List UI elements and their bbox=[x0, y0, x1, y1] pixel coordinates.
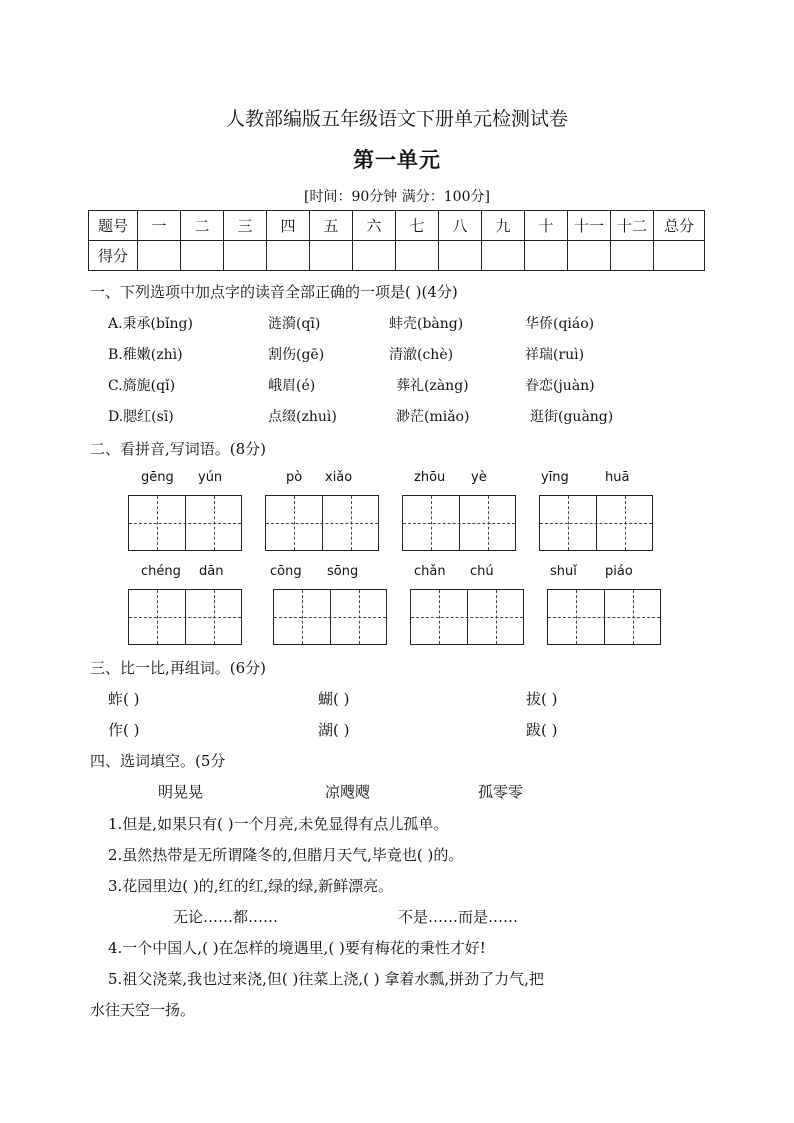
unit-title: 第一单元 bbox=[353, 147, 441, 172]
pinyin-label: cōng bbox=[270, 564, 302, 579]
pinyin-label: huā bbox=[605, 470, 630, 485]
score-table bbox=[88, 210, 705, 271]
pinyin-label: yè bbox=[471, 470, 487, 485]
q4-sentence: 5.祖父浇菜,我也过来浇,但( )往菜上浇,( ) 拿着水瓢,拼劲了力气,把 bbox=[108, 970, 544, 988]
q1-option: 祥瑞(ruì) bbox=[525, 347, 585, 363]
score-cell bbox=[310, 241, 353, 271]
word-choice: 孤零零 bbox=[478, 783, 524, 801]
writing-grid[interactable] bbox=[402, 495, 516, 551]
q3-item: 蚱( ) bbox=[108, 690, 140, 708]
table-cell: 十 bbox=[525, 211, 568, 241]
score-cell bbox=[525, 241, 568, 271]
table-cell: 得分 bbox=[89, 241, 138, 271]
table-cell: 一 bbox=[138, 211, 181, 241]
score-cell bbox=[396, 241, 439, 271]
exam-title: 人教部编版五年级语文下册单元检测试卷 bbox=[225, 108, 568, 130]
q1-option: 割伤(gē) bbox=[268, 347, 325, 363]
q4-sentence-continued: 水往天空一扬。 bbox=[90, 1001, 196, 1019]
exam-info: [时间：90分钟 满分：100分] bbox=[304, 189, 490, 205]
q1-option: 华侨(qiáo) bbox=[525, 316, 595, 332]
pinyin-label: pò bbox=[286, 470, 303, 485]
score-cell bbox=[568, 241, 611, 271]
pinyin-label: chǎn bbox=[414, 564, 446, 579]
q3-item: 湖( ) bbox=[318, 721, 350, 739]
q4-sentence: 1.但是,如果只有( )一个月亮,未免显得有点儿孤单。 bbox=[108, 815, 449, 833]
q3-item: 跋( ) bbox=[526, 721, 558, 739]
score-cell bbox=[181, 241, 224, 271]
q1-option: 渺茫(miǎo) bbox=[396, 409, 470, 425]
score-cell bbox=[439, 241, 482, 271]
table-cell: 五 bbox=[310, 211, 353, 241]
q1-option: 点缀(zhuì) bbox=[268, 409, 337, 425]
pinyin-label: yún bbox=[198, 470, 223, 485]
pinyin-label: zhōu bbox=[414, 470, 446, 485]
score-cell bbox=[267, 241, 310, 271]
word-choice: 凉飕飕 bbox=[325, 783, 371, 801]
table-cell: 六 bbox=[353, 211, 396, 241]
q1-option: B.稚嫩(zhì) bbox=[108, 347, 183, 363]
q2-heading: 二、看拼音,写词语。(8分) bbox=[90, 440, 267, 458]
score-table-header-row bbox=[89, 211, 705, 241]
q1-option: 逛街(guàng) bbox=[530, 409, 614, 425]
q1-option: 涟漪(qī) bbox=[268, 316, 321, 332]
score-table-score-row bbox=[89, 241, 705, 271]
pinyin-label: sōng bbox=[327, 564, 359, 579]
pinyin-label: shuǐ bbox=[550, 564, 577, 579]
q4-sentence: 3.花园里边( )的,红的红,绿的绿,新鲜漂亮。 bbox=[108, 877, 394, 895]
writing-grid[interactable] bbox=[539, 495, 653, 551]
writing-grid[interactable] bbox=[265, 495, 379, 551]
score-cell bbox=[654, 241, 705, 271]
writing-grid[interactable] bbox=[128, 589, 242, 645]
q3-item: 蝴( ) bbox=[318, 690, 350, 708]
pinyin-label: chéng bbox=[141, 564, 181, 579]
table-cell: 九 bbox=[482, 211, 525, 241]
q1-option: D.腮红(sī) bbox=[108, 409, 174, 425]
table-cell: 十一 bbox=[568, 211, 611, 241]
table-cell: 十二 bbox=[611, 211, 654, 241]
word-choice: 明晃晃 bbox=[158, 783, 204, 801]
table-cell: 三 bbox=[224, 211, 267, 241]
q3-item: 作( ) bbox=[108, 721, 140, 739]
word-choice: 无论……都…… bbox=[173, 908, 279, 926]
table-cell: 七 bbox=[396, 211, 439, 241]
q3-item: 拔( ) bbox=[526, 690, 558, 708]
table-cell: 二 bbox=[181, 211, 224, 241]
score-cell bbox=[353, 241, 396, 271]
score-cell bbox=[138, 241, 181, 271]
q1-heading: 一、下列选项中加点字的读音全部正确的一项是( )(4分) bbox=[90, 283, 458, 301]
table-cell: 八 bbox=[439, 211, 482, 241]
writing-grid[interactable] bbox=[128, 495, 242, 551]
score-cell bbox=[224, 241, 267, 271]
q1-option: 眷恋(juàn) bbox=[525, 378, 595, 394]
table-cell: 四 bbox=[267, 211, 310, 241]
q4-sentence: 2.虽然热带是无所谓隆冬的,但腊月天气,毕竟也( )的。 bbox=[108, 846, 464, 864]
writing-grid[interactable] bbox=[547, 589, 661, 645]
q4-heading: 四、选词填空。(5分 bbox=[90, 752, 226, 770]
q1-option: 蚌壳(bàng) bbox=[389, 316, 464, 332]
pinyin-label: dān bbox=[199, 564, 224, 579]
table-cell: 题号 bbox=[89, 211, 138, 241]
score-cell bbox=[611, 241, 654, 271]
pinyin-label: chú bbox=[470, 564, 494, 579]
pinyin-label: gēng bbox=[141, 470, 174, 485]
table-cell: 总分 bbox=[654, 211, 705, 241]
pinyin-label: piáo bbox=[605, 564, 633, 579]
writing-grid[interactable] bbox=[410, 589, 524, 645]
pinyin-label: xiǎo bbox=[325, 470, 353, 485]
q1-option: 峨眉(é) bbox=[268, 378, 316, 394]
q1-option: A.秉承(bǐng) bbox=[108, 316, 193, 332]
q4-sentence: 4.一个中国人,( )在怎样的境遇里,( )要有梅花的秉性才好! bbox=[108, 939, 486, 957]
q1-option: C.旖旎(qǐ) bbox=[108, 378, 176, 394]
score-cell bbox=[482, 241, 525, 271]
q1-option: 葬礼(zàng) bbox=[396, 378, 469, 394]
q3-heading: 三、比一比,再组词。(6分) bbox=[90, 659, 267, 677]
pinyin-label: yīng bbox=[541, 470, 569, 485]
word-choice: 不是……而是…… bbox=[398, 908, 519, 926]
writing-grid[interactable] bbox=[273, 589, 387, 645]
q1-option: 清澈(chè) bbox=[389, 347, 454, 363]
